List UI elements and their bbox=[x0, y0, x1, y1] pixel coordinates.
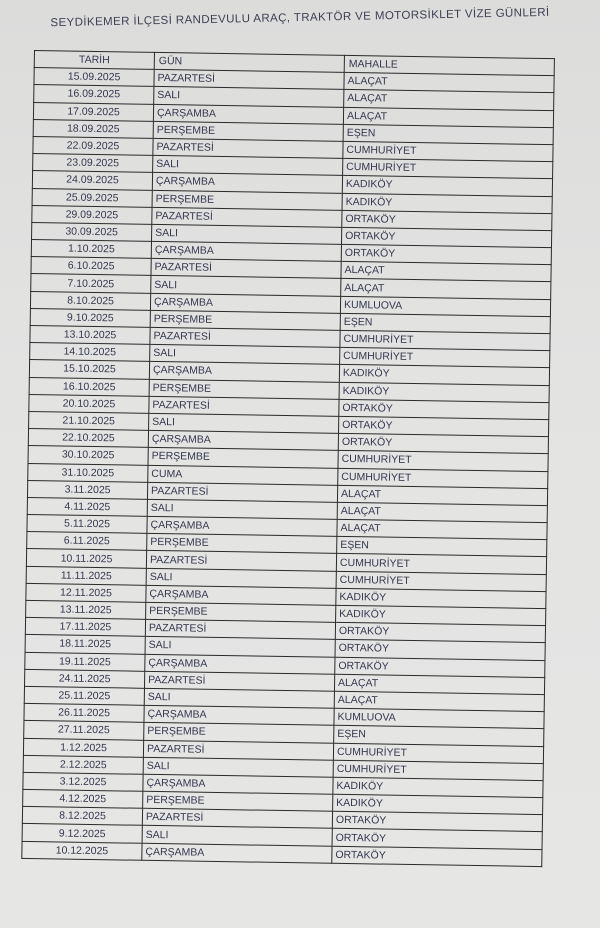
cell-tarih: 20.10.2025 bbox=[29, 394, 149, 413]
cell-gun: ÇARŞAMBA bbox=[153, 104, 343, 124]
schedule-table-container bbox=[21, 50, 554, 867]
cell-tarih: 30.09.2025 bbox=[32, 222, 152, 241]
cell-gun: PAZARTESİ bbox=[149, 396, 339, 416]
cell-tarih: 25.09.2025 bbox=[32, 188, 152, 207]
cell-mahalle: CUMHURİYET bbox=[343, 158, 553, 178]
cell-mahalle: KADIKÖY bbox=[333, 777, 543, 797]
cell-mahalle: ORTAKÖY bbox=[339, 416, 549, 436]
cell-tarih: 17.09.2025 bbox=[33, 102, 153, 121]
cell-gun: SALI bbox=[151, 276, 341, 296]
cell-mahalle: ORTAKÖY bbox=[332, 846, 542, 866]
cell-tarih: 14.10.2025 bbox=[30, 343, 150, 362]
cell-mahalle: KUMLUOVA bbox=[340, 296, 550, 316]
cell-tarih: 30.10.2025 bbox=[28, 446, 148, 465]
cell-tarih: 7.10.2025 bbox=[31, 274, 151, 293]
cell-gun: PAZARTESİ bbox=[152, 207, 342, 227]
header-mahalle: MAHALLE bbox=[344, 55, 554, 75]
cell-mahalle: ORTAKÖY bbox=[341, 227, 551, 247]
cell-mahalle: CUMHURİYET bbox=[343, 141, 553, 161]
cell-tarih: 31.10.2025 bbox=[28, 463, 148, 482]
cell-gun: SALI bbox=[153, 156, 343, 176]
cell-mahalle: ORTAKÖY bbox=[332, 829, 542, 849]
cell-tarih: 16.09.2025 bbox=[34, 85, 154, 104]
cell-gun: SALI bbox=[144, 688, 334, 708]
cell-tarih: 8.10.2025 bbox=[30, 291, 150, 310]
cell-gun: PERŞEMBE bbox=[152, 190, 342, 210]
cell-gun: ÇARŞAMBA bbox=[152, 173, 342, 193]
cell-gun: PERŞEMBE bbox=[149, 379, 339, 399]
cell-gun: PAZARTESİ bbox=[147, 482, 337, 502]
cell-mahalle: EŞEN bbox=[340, 313, 550, 333]
cell-tarih: 21.10.2025 bbox=[29, 411, 149, 430]
cell-mahalle: KUMLUOVA bbox=[334, 708, 544, 728]
cell-gun: SALI bbox=[145, 637, 335, 657]
cell-tarih: 2.12.2025 bbox=[23, 755, 143, 774]
cell-mahalle: ORTAKÖY bbox=[338, 433, 548, 453]
cell-gun: PAZARTESİ bbox=[154, 70, 344, 90]
cell-mahalle: KADIKÖY bbox=[336, 605, 546, 625]
cell-gun: ÇARŞAMBA bbox=[147, 516, 337, 536]
cell-mahalle: ALAÇAT bbox=[344, 90, 554, 110]
cell-tarih: 25.11.2025 bbox=[24, 686, 144, 705]
cell-mahalle: ORTAKÖY bbox=[335, 640, 545, 660]
cell-gun: PERŞEMBE bbox=[150, 310, 340, 330]
cell-tarih: 22.09.2025 bbox=[33, 136, 153, 155]
cell-gun: PERŞEMBE bbox=[144, 723, 334, 743]
cell-tarih: 17.11.2025 bbox=[25, 618, 145, 637]
cell-tarih: 22.10.2025 bbox=[28, 429, 148, 448]
cell-gun: PERŞEMBE bbox=[153, 121, 343, 141]
cell-tarih: 18.11.2025 bbox=[25, 635, 145, 654]
cell-mahalle: ALAÇAT bbox=[344, 73, 554, 93]
cell-mahalle: ORTAKÖY bbox=[342, 210, 552, 230]
cell-mahalle: ALAÇAT bbox=[341, 262, 551, 282]
cell-mahalle: ALAÇAT bbox=[337, 519, 547, 539]
cell-gun: PAZARTESİ bbox=[153, 138, 343, 158]
schedule-table bbox=[21, 50, 555, 867]
cell-tarih: 4.12.2025 bbox=[23, 789, 143, 808]
cell-mahalle: KADIKÖY bbox=[339, 365, 549, 385]
cell-gun: ÇARŞAMBA bbox=[144, 705, 334, 725]
cell-mahalle: EŞEN bbox=[334, 726, 544, 746]
cell-mahalle: CUMHURİYET bbox=[336, 554, 546, 574]
cell-gun: SALI bbox=[147, 499, 337, 519]
cell-mahalle: CUMHURİYET bbox=[336, 571, 546, 591]
cell-mahalle: KADIKÖY bbox=[342, 176, 552, 196]
cell-gun: PAZARTESİ bbox=[151, 259, 341, 279]
cell-gun: ÇARŞAMBA bbox=[145, 654, 335, 674]
cell-tarih: 26.11.2025 bbox=[24, 704, 144, 723]
cell-gun: PERŞEMBE bbox=[147, 534, 337, 554]
cell-mahalle: ORTAKÖY bbox=[341, 244, 551, 264]
cell-gun: PAZARTESİ bbox=[150, 327, 340, 347]
cell-tarih: 5.11.2025 bbox=[27, 515, 147, 534]
cell-mahalle: KADIKÖY bbox=[333, 794, 543, 814]
cell-tarih: 6.10.2025 bbox=[31, 257, 151, 276]
cell-tarih: 13.10.2025 bbox=[30, 325, 150, 344]
cell-mahalle: ALAÇAT bbox=[343, 107, 553, 127]
cell-tarih: 10.12.2025 bbox=[22, 841, 142, 860]
cell-tarih: 27.11.2025 bbox=[24, 721, 144, 740]
cell-tarih: 15.09.2025 bbox=[34, 68, 154, 87]
cell-gun: SALI bbox=[150, 345, 340, 365]
cell-gun: ÇARŞAMBA bbox=[146, 585, 336, 605]
cell-gun: ÇARŞAMBA bbox=[150, 293, 340, 313]
cell-mahalle: ALAÇAT bbox=[337, 485, 547, 505]
cell-tarih: 11.11.2025 bbox=[26, 566, 146, 585]
cell-mahalle: KADIKÖY bbox=[339, 382, 549, 402]
cell-gun: ÇARŞAMBA bbox=[149, 362, 339, 382]
cell-mahalle: KADIKÖY bbox=[342, 193, 552, 213]
cell-gun: SALI bbox=[143, 757, 333, 777]
cell-mahalle: ORTAKÖY bbox=[335, 657, 545, 677]
cell-gun: ÇARŞAMBA bbox=[148, 430, 338, 450]
cell-gun: SALI bbox=[142, 826, 332, 846]
header-gun: GÜN bbox=[154, 52, 344, 72]
cell-gun: ÇARŞAMBA bbox=[143, 774, 333, 794]
cell-gun: PAZARTESİ bbox=[146, 551, 336, 571]
cell-gun: PAZARTESİ bbox=[143, 740, 333, 760]
cell-gun: PAZARTESİ bbox=[145, 620, 335, 640]
cell-mahalle: ORTAKÖY bbox=[332, 812, 542, 832]
cell-tarih: 9.12.2025 bbox=[22, 824, 142, 843]
cell-tarih: 1.12.2025 bbox=[23, 738, 143, 757]
cell-mahalle: CUMHURİYET bbox=[333, 760, 543, 780]
cell-tarih: 1.10.2025 bbox=[31, 240, 151, 259]
cell-mahalle: KADIKÖY bbox=[336, 588, 546, 608]
cell-mahalle: CUMHURİYET bbox=[338, 468, 548, 488]
cell-gun: PERŞEMBE bbox=[143, 791, 333, 811]
cell-mahalle: CUMHURİYET bbox=[340, 330, 550, 350]
cell-tarih: 18.09.2025 bbox=[33, 119, 153, 138]
cell-mahalle: CUMHURİYET bbox=[338, 451, 548, 471]
cell-gun: SALI bbox=[154, 87, 344, 107]
cell-tarih: 24.11.2025 bbox=[25, 669, 145, 688]
cell-tarih: 12.11.2025 bbox=[26, 583, 146, 602]
cell-tarih: 3.11.2025 bbox=[27, 480, 147, 499]
cell-gun: PAZARTESİ bbox=[142, 809, 332, 829]
cell-mahalle: CUMHURİYET bbox=[333, 743, 543, 763]
cell-mahalle: EŞEN bbox=[337, 537, 547, 557]
cell-mahalle: EŞEN bbox=[343, 124, 553, 144]
cell-gun: ÇARŞAMBA bbox=[151, 241, 341, 261]
cell-tarih: 6.11.2025 bbox=[27, 532, 147, 551]
cell-mahalle: ALAÇAT bbox=[334, 674, 544, 694]
cell-mahalle: ALAÇAT bbox=[341, 279, 551, 299]
cell-mahalle: ORTAKÖY bbox=[339, 399, 549, 419]
cell-gun: PERŞEMBE bbox=[148, 448, 338, 468]
cell-mahalle: ALAÇAT bbox=[337, 502, 547, 522]
cell-tarih: 4.11.2025 bbox=[27, 497, 147, 516]
cell-tarih: 9.10.2025 bbox=[30, 308, 150, 327]
table-body bbox=[22, 68, 554, 867]
cell-mahalle: CUMHURİYET bbox=[340, 348, 550, 368]
cell-gun: ÇARŞAMBA bbox=[142, 843, 332, 863]
header-tarih: TARİH bbox=[34, 51, 154, 70]
cell-tarih: 15.10.2025 bbox=[29, 360, 149, 379]
cell-tarih: 24.09.2025 bbox=[32, 171, 152, 190]
cell-tarih: 23.09.2025 bbox=[33, 154, 153, 173]
cell-gun: SALI bbox=[149, 413, 339, 433]
cell-tarih: 10.11.2025 bbox=[26, 549, 146, 568]
cell-tarih: 29.09.2025 bbox=[32, 205, 152, 224]
cell-mahalle: ALAÇAT bbox=[334, 691, 544, 711]
cell-gun: SALI bbox=[152, 224, 342, 244]
cell-tarih: 3.12.2025 bbox=[23, 772, 143, 791]
cell-gun: CUMA bbox=[148, 465, 338, 485]
cell-gun: PAZARTESİ bbox=[144, 671, 334, 691]
cell-mahalle: ORTAKÖY bbox=[335, 622, 545, 642]
cell-tarih: 16.10.2025 bbox=[29, 377, 149, 396]
cell-tarih: 8.12.2025 bbox=[22, 807, 142, 826]
cell-gun: PERŞEMBE bbox=[146, 602, 336, 622]
cell-tarih: 13.11.2025 bbox=[26, 600, 146, 619]
cell-tarih: 19.11.2025 bbox=[25, 652, 145, 671]
cell-gun: SALI bbox=[146, 568, 336, 588]
page-title: SEYDİKEMER İLÇESİ RANDEVULU ARAÇ, TRAKTÖR VE MOTORSİKLET VİZE GÜNLERİ bbox=[50, 6, 550, 30]
